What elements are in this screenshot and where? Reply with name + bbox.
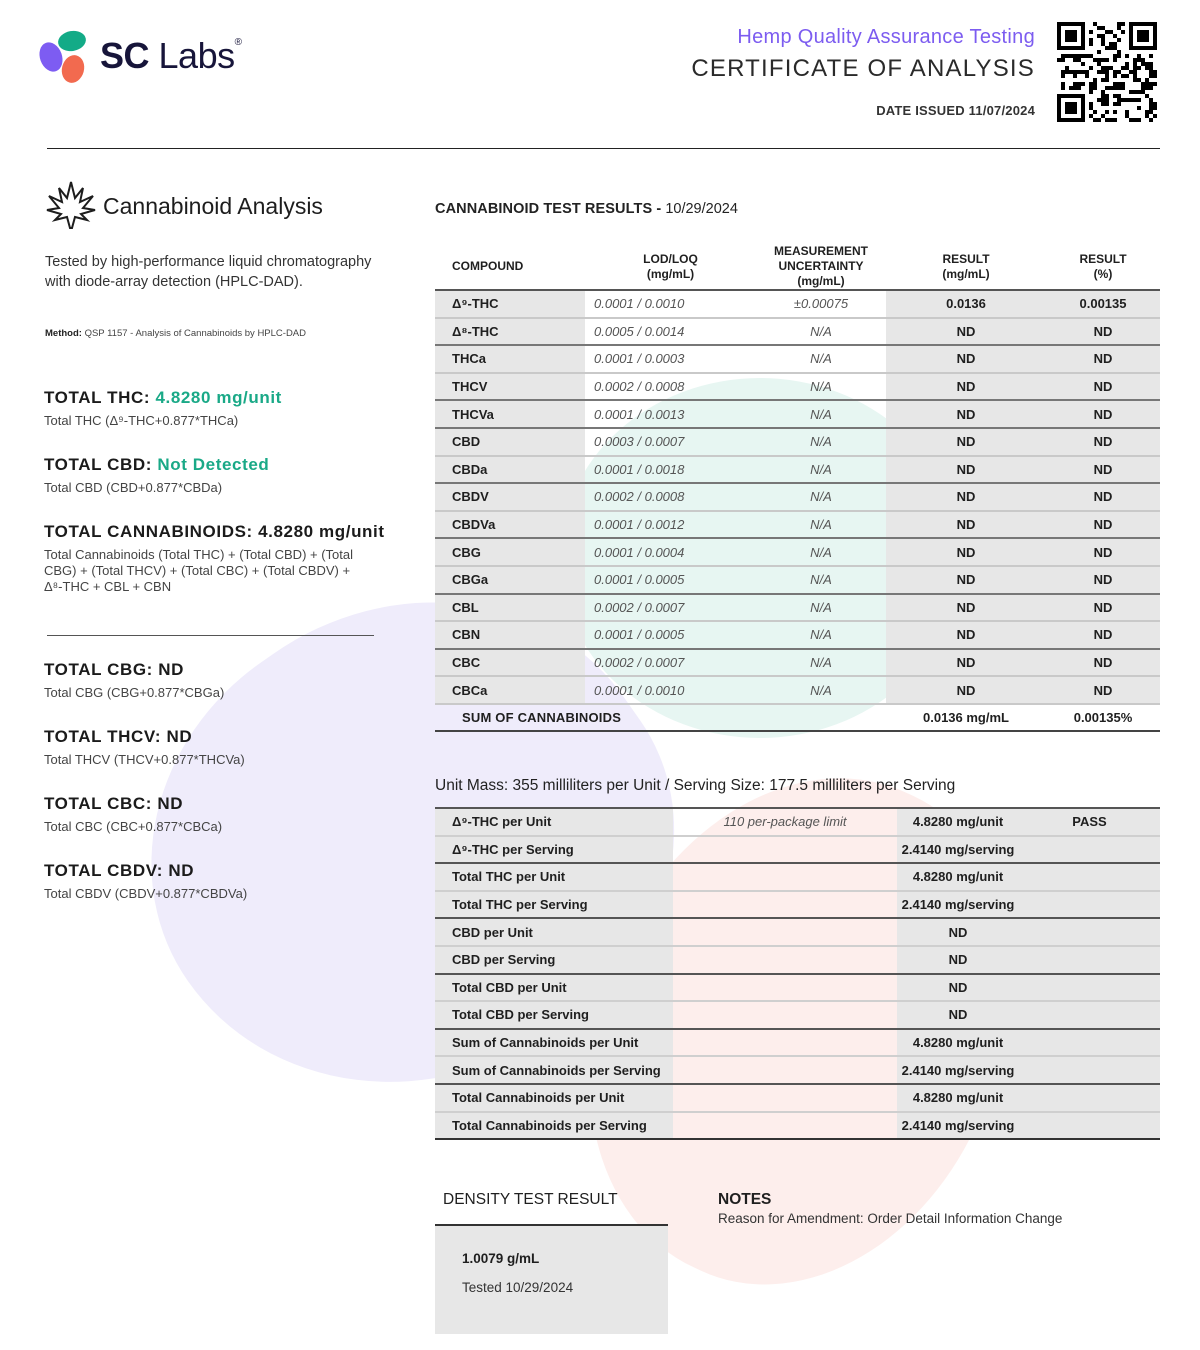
compound-cell: CBDVa bbox=[435, 511, 585, 539]
logo-text: SC Labs® bbox=[100, 35, 242, 76]
limit-cell bbox=[673, 863, 897, 891]
result-pct-cell: ND bbox=[1046, 373, 1160, 401]
limit-cell bbox=[673, 891, 897, 919]
limit-cell bbox=[673, 1056, 897, 1084]
table-row bbox=[435, 456, 1160, 484]
value-cell: 2.4140 mg/serving bbox=[897, 1056, 1160, 1084]
limit-cell bbox=[673, 946, 897, 974]
limit-cell bbox=[673, 974, 897, 1002]
uncertainty-cell: N/A bbox=[756, 483, 886, 511]
result-pct-cell: ND bbox=[1046, 594, 1160, 622]
measure-label: Δ⁹-THC per Serving bbox=[435, 836, 673, 864]
column-header-compound: COMPOUND bbox=[435, 244, 585, 290]
total-block bbox=[44, 455, 269, 496]
measure-label: Total CBD per Unit bbox=[435, 974, 673, 1002]
table-row bbox=[435, 538, 1160, 566]
measure-label: CBD per Serving bbox=[435, 946, 673, 974]
density-tested-date: Tested 10/29/2024 bbox=[462, 1280, 574, 1295]
totals-divider bbox=[47, 635, 374, 636]
results-title: CANNABINOID TEST RESULTS - 10/29/2024 bbox=[435, 201, 738, 217]
measure-label: Sum of Cannabinoids per Serving bbox=[435, 1056, 673, 1084]
notes-title: NOTES bbox=[718, 1191, 772, 1208]
result-pct-cell: ND bbox=[1046, 456, 1160, 484]
value-cell: 4.8280 mg/unit bbox=[897, 1084, 1160, 1112]
uncertainty-cell: N/A bbox=[756, 373, 886, 401]
total-formula: Total CBD (CBD+0.877*CBDa) bbox=[44, 480, 223, 495]
uncertainty-cell: N/A bbox=[756, 594, 886, 622]
result-pct-cell: ND bbox=[1046, 538, 1160, 566]
table-row bbox=[435, 891, 1160, 919]
lod-loq-cell: 0.0002 / 0.0008 bbox=[585, 483, 756, 511]
notes-text: Reason for Amendment: Order Detail Information Change bbox=[718, 1211, 1063, 1226]
sum-row bbox=[435, 704, 1160, 731]
result-mgml-cell: ND bbox=[886, 400, 1046, 428]
total-block bbox=[44, 522, 385, 595]
table-row bbox=[435, 1084, 1160, 1112]
uncertainty-cell: N/A bbox=[756, 511, 886, 539]
lod-loq-cell: 0.0005 / 0.0014 bbox=[585, 318, 756, 346]
total-title: TOTAL CBD: Not Detected bbox=[44, 455, 270, 474]
result-mgml-cell: ND bbox=[886, 538, 1046, 566]
sc-labs-logo bbox=[40, 30, 241, 82]
total-value: ND bbox=[158, 660, 185, 679]
density-value: 1.0079 g/mL bbox=[462, 1251, 540, 1266]
total-title: TOTAL CANNABINOIDS: 4.8280 mg/unit bbox=[44, 522, 385, 541]
table-row bbox=[435, 1112, 1160, 1140]
document-title: CERTIFICATE OF ANALYSIS bbox=[691, 55, 1035, 82]
table-row bbox=[435, 676, 1160, 704]
limit-cell bbox=[673, 918, 897, 946]
document-subtitle: Hemp Quality Assurance Testing bbox=[737, 26, 1035, 48]
compound-cell: THCV bbox=[435, 373, 585, 401]
result-mgml-cell: ND bbox=[886, 373, 1046, 401]
total-block bbox=[44, 727, 245, 768]
uncertainty-cell: N/A bbox=[756, 566, 886, 594]
lod-loq-cell: 0.0002 / 0.0007 bbox=[585, 649, 756, 677]
lod-loq-cell: 0.0001 / 0.0012 bbox=[585, 511, 756, 539]
measure-label: Sum of Cannabinoids per Unit bbox=[435, 1029, 673, 1057]
total-value: Not Detected bbox=[157, 455, 270, 474]
column-header-result-pct: RESULT (%) bbox=[1046, 244, 1160, 290]
table-row bbox=[435, 1056, 1160, 1084]
compound-cell: THCVa bbox=[435, 400, 585, 428]
result-mgml-cell: 0.0136 bbox=[886, 290, 1046, 318]
lod-loq-cell: 0.0001 / 0.0018 bbox=[585, 456, 756, 484]
result-mgml-cell: ND bbox=[886, 566, 1046, 594]
result-pct-cell: ND bbox=[1046, 621, 1160, 649]
table-row bbox=[435, 345, 1160, 373]
density-title: DENSITY TEST RESULT bbox=[443, 1191, 618, 1208]
analysis-method: Method: QSP 1157 - Analysis of Cannabinoids by HPLC-DAD bbox=[45, 328, 307, 339]
uncertainty-cell: N/A bbox=[756, 318, 886, 346]
total-value: ND bbox=[157, 794, 184, 813]
measure-label: Total THC per Serving bbox=[435, 891, 673, 919]
lod-loq-cell: 0.0001 / 0.0003 bbox=[585, 345, 756, 373]
result-mgml-cell: ND bbox=[886, 676, 1046, 704]
result-pct-cell: ND bbox=[1046, 676, 1160, 704]
uncertainty-cell: N/A bbox=[756, 621, 886, 649]
value-cell: ND bbox=[897, 918, 1160, 946]
result-pct-cell: ND bbox=[1046, 649, 1160, 677]
uncertainty-cell: ±0.00075 bbox=[756, 290, 886, 318]
sum-mgml: 0.0136 mg/mL bbox=[886, 704, 1046, 731]
value-cell: 2.4140 mg/serving bbox=[897, 836, 1160, 864]
result-pct-cell: ND bbox=[1046, 400, 1160, 428]
value-cell: 4.8280 mg/unit bbox=[897, 808, 1019, 836]
table-row bbox=[435, 566, 1160, 594]
value-cell: ND bbox=[897, 946, 1160, 974]
lod-loq-cell: 0.0003 / 0.0007 bbox=[585, 428, 756, 456]
analysis-title: Cannabinoid Analysis bbox=[103, 192, 323, 219]
compound-cell: CBD bbox=[435, 428, 585, 456]
total-value: ND bbox=[166, 727, 193, 746]
sum-label: SUM OF CANNABINOIDS bbox=[435, 704, 886, 731]
document-header bbox=[691, 26, 1035, 118]
measure-label: CBD per Unit bbox=[435, 918, 673, 946]
logo-mark-icon bbox=[40, 30, 90, 82]
table-row bbox=[435, 290, 1160, 318]
total-value: 4.8280 mg/unit bbox=[258, 522, 385, 541]
table-row bbox=[435, 621, 1160, 649]
compound-cell: CBDV bbox=[435, 483, 585, 511]
result-mgml-cell: ND bbox=[886, 594, 1046, 622]
lod-loq-cell: 0.0001 / 0.0005 bbox=[585, 566, 756, 594]
result-pct-cell: ND bbox=[1046, 566, 1160, 594]
value-cell: 2.4140 mg/serving bbox=[897, 1112, 1160, 1140]
lod-loq-cell: 0.0001 / 0.0010 bbox=[585, 290, 756, 318]
total-title: TOTAL CBDV: ND bbox=[44, 861, 195, 880]
compound-cell: CBC bbox=[435, 649, 585, 677]
value-cell: 4.8280 mg/unit bbox=[897, 863, 1160, 891]
total-formula: Total CBDV (CBDV+0.877*CBDVa) bbox=[44, 886, 248, 901]
table-row bbox=[435, 1029, 1160, 1057]
lod-loq-cell: 0.0001 / 0.0005 bbox=[585, 621, 756, 649]
uncertainty-cell: N/A bbox=[756, 538, 886, 566]
measure-label: Total THC per Unit bbox=[435, 863, 673, 891]
cannabinoid-results-table bbox=[435, 244, 1160, 732]
total-block bbox=[44, 388, 282, 429]
total-value: 4.8280 mg/unit bbox=[155, 388, 282, 407]
total-formula: Total CBG (CBG+0.877*CBGa) bbox=[44, 685, 225, 700]
result-mgml-cell: ND bbox=[886, 428, 1046, 456]
measure-label: Δ⁹-THC per Unit bbox=[435, 808, 673, 836]
measure-label: Total Cannabinoids per Unit bbox=[435, 1084, 673, 1112]
table-row bbox=[435, 373, 1160, 401]
compound-cell: CBDa bbox=[435, 456, 585, 484]
per-unit-serving-table bbox=[435, 807, 1160, 1140]
table-row bbox=[435, 918, 1160, 946]
total-title: TOTAL CBC: ND bbox=[44, 794, 184, 813]
uncertainty-cell: N/A bbox=[756, 428, 886, 456]
date-issued: DATE ISSUED 11/07/2024 bbox=[876, 103, 1035, 118]
uncertainty-cell: N/A bbox=[756, 345, 886, 373]
cannabis-leaf-icon bbox=[45, 180, 97, 232]
status-badge: PASS bbox=[1019, 808, 1160, 836]
total-title: TOTAL CBG: ND bbox=[44, 660, 185, 679]
measure-label: Total Cannabinoids per Serving bbox=[435, 1112, 673, 1140]
table-row bbox=[435, 511, 1160, 539]
analysis-heading bbox=[45, 180, 323, 232]
value-cell: 2.4140 mg/serving bbox=[897, 891, 1160, 919]
result-mgml-cell: ND bbox=[886, 511, 1046, 539]
value-cell: 4.8280 mg/unit bbox=[897, 1029, 1160, 1057]
limit-cell bbox=[673, 1029, 897, 1057]
table-row bbox=[435, 1001, 1160, 1029]
total-block bbox=[44, 861, 247, 902]
qr-code-icon[interactable] bbox=[1057, 22, 1157, 122]
table-header-row bbox=[435, 244, 1160, 290]
compound-cell: Δ⁸-THC bbox=[435, 318, 585, 346]
limit-cell bbox=[673, 1112, 897, 1140]
result-mgml-cell: ND bbox=[886, 318, 1046, 346]
limit-cell bbox=[673, 1001, 897, 1029]
limit-cell bbox=[673, 836, 897, 864]
result-pct-cell: ND bbox=[1046, 428, 1160, 456]
density-result-box bbox=[435, 1224, 668, 1334]
total-formula: Total THCV (THCV+0.877*THCVa) bbox=[44, 752, 245, 767]
compound-cell: CBN bbox=[435, 621, 585, 649]
uncertainty-cell: N/A bbox=[756, 400, 886, 428]
table-row bbox=[435, 428, 1160, 456]
table-row bbox=[435, 863, 1160, 891]
result-pct-cell: ND bbox=[1046, 318, 1160, 346]
lod-loq-cell: 0.0002 / 0.0007 bbox=[585, 594, 756, 622]
compound-cell: Δ⁹-THC bbox=[435, 290, 585, 318]
total-formula: Total Cannabinoids (Total THC) + (Total CBD) + (Total CBG) + (Total THCV) + (Total CBC) + (Total CBDV) + Δ⁸-THC + CBL + CBN bbox=[44, 547, 353, 594]
lod-loq-cell: 0.0001 / 0.0013 bbox=[585, 400, 756, 428]
analysis-description: Tested by high-performance liquid chromatography with diode-array detection (HPLC-DAD). bbox=[45, 254, 372, 290]
result-pct-cell: ND bbox=[1046, 483, 1160, 511]
table-row bbox=[435, 400, 1160, 428]
result-mgml-cell: ND bbox=[886, 456, 1046, 484]
value-cell: ND bbox=[897, 1001, 1160, 1029]
compound-cell: CBL bbox=[435, 594, 585, 622]
header-divider bbox=[47, 148, 1160, 149]
column-header-lod-loq: LOD/LOQ (mg/mL) bbox=[585, 244, 756, 290]
total-value: ND bbox=[168, 861, 195, 880]
result-pct-cell: 0.00135 bbox=[1046, 290, 1160, 318]
result-mgml-cell: ND bbox=[886, 621, 1046, 649]
result-mgml-cell: ND bbox=[886, 483, 1046, 511]
table-row bbox=[435, 594, 1160, 622]
uncertainty-cell: N/A bbox=[756, 456, 886, 484]
column-header-result-mgml: RESULT (mg/mL) bbox=[886, 244, 1046, 290]
table-row bbox=[435, 974, 1160, 1002]
table-row bbox=[435, 836, 1160, 864]
measure-label: Total CBD per Serving bbox=[435, 1001, 673, 1029]
limit-cell: 110 per-package limit bbox=[673, 808, 897, 836]
compound-cell: CBGa bbox=[435, 566, 585, 594]
table-row bbox=[435, 483, 1160, 511]
total-block bbox=[44, 660, 224, 701]
table-row bbox=[435, 318, 1160, 346]
total-title: TOTAL THCV: ND bbox=[44, 727, 193, 746]
sum-pct: 0.00135% bbox=[1046, 704, 1160, 731]
result-pct-cell: ND bbox=[1046, 345, 1160, 373]
total-block bbox=[44, 794, 222, 835]
uncertainty-cell: N/A bbox=[756, 649, 886, 677]
lod-loq-cell: 0.0001 / 0.0004 bbox=[585, 538, 756, 566]
total-title: TOTAL THC: 4.8280 mg/unit bbox=[44, 388, 282, 407]
result-mgml-cell: ND bbox=[886, 649, 1046, 677]
table-row bbox=[435, 808, 1160, 836]
limit-cell bbox=[673, 1084, 897, 1112]
total-formula: Total CBC (CBC+0.877*CBCa) bbox=[44, 819, 223, 834]
column-header-uncertainty: MEASUREMENT UNCERTAINTY (mg/mL) bbox=[756, 244, 886, 290]
result-mgml-cell: ND bbox=[886, 345, 1046, 373]
result-pct-cell: ND bbox=[1046, 511, 1160, 539]
uncertainty-cell: N/A bbox=[756, 676, 886, 704]
compound-cell: THCa bbox=[435, 345, 585, 373]
compound-cell: CBG bbox=[435, 538, 585, 566]
total-formula: Total THC (Δ⁹-THC+0.877*THCa) bbox=[44, 413, 239, 428]
value-cell: ND bbox=[897, 974, 1160, 1002]
unit-mass-serving-size: Unit Mass: 355 milliliters per Unit / Serving Size: 177.5 milliliters per Serving bbox=[435, 777, 956, 794]
table-row bbox=[435, 946, 1160, 974]
lod-loq-cell: 0.0002 / 0.0008 bbox=[585, 373, 756, 401]
table-row bbox=[435, 649, 1160, 677]
compound-cell: CBCa bbox=[435, 676, 585, 704]
lod-loq-cell: 0.0001 / 0.0010 bbox=[585, 676, 756, 704]
